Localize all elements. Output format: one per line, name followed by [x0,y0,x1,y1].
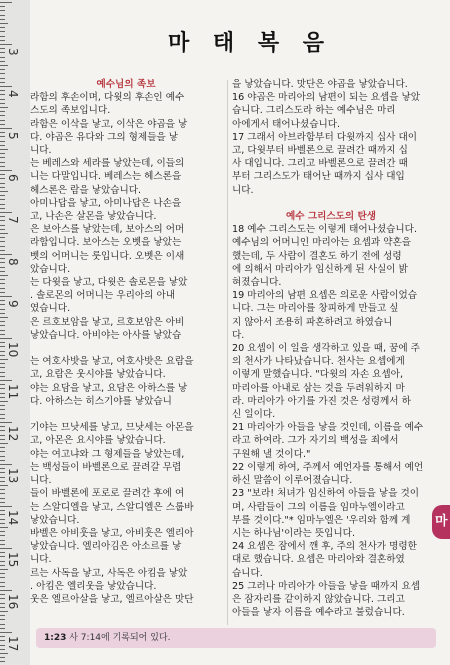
ruler-tick [0,149,8,150]
verse-line: 니다. [30,554,52,566]
left-column [30,78,222,606]
ruler-tick [0,288,5,289]
verse-line: 니다. [30,475,52,487]
verse-line: 은 잠자리를 같이하지 않았습니다. 그리고 [232,593,405,605]
ruler-tick [0,586,5,587]
verse-line: 에 의해서 마리아가 임신하게 된 사실이 밝 [232,263,408,275]
column-divider [227,80,228,625]
ruler-tick [0,447,5,448]
verse-line: 야는 요담을 낳고, 요담은 아하스를 낳 [30,382,188,394]
ruler-tick [0,414,5,415]
ruler-tick [0,367,5,368]
verse-line: 습니다. [232,567,263,579]
ruler-tick [0,313,5,314]
ruler-tick [0,279,5,280]
ruler-tick [0,506,12,507]
ruler-tick [0,309,5,310]
ruler-tick [0,73,5,74]
ruler-tick [0,246,5,247]
verse-line: 부를 것이다."* 임마누엘은 '우리와 함께 계 [232,514,411,526]
ruler-tick [0,199,5,200]
ruler-tick [0,69,5,70]
ruler-tick [0,393,5,394]
ruler-tick [0,523,5,524]
verse-line: 바벨은 아비훗을 낳고, 아비훗은 엘리아 [30,527,194,539]
ruler-tick [0,628,5,629]
ruler-tick [0,443,8,444]
ruler-tick [0,376,5,377]
footnote-reference: 1:23 [44,633,67,643]
ruler-tick [0,351,5,352]
verse-line: 는 베레스와 세라를 낳았는데, 이들의 [30,158,185,170]
ruler-number: 12 [6,426,20,442]
ruler-tick [0,321,5,322]
ruler-tick [0,603,5,604]
verse-line: 22 이렇게 하여, 주께서 예언자를 통해서 예언 [232,461,424,473]
footnote-bar [36,628,436,648]
ruler-tick [0,330,5,331]
ruler-tick [0,493,5,494]
ruler-tick [0,212,12,213]
ruler-tick [0,489,5,490]
verse-line: 니다. 그는 마리아를 창피하게 만들고 싶 [232,303,399,315]
ruler-tick [0,607,5,608]
ruler-tick [0,254,12,255]
ruler-tick [0,422,12,423]
ruler-tick [0,334,5,335]
verse-line: 고, 다윗부터 바벨론으로 끌려간 때까지 십 [232,145,408,157]
ruler-tick [0,317,8,318]
ruler-tick [0,531,5,532]
ruler-tick [0,556,5,557]
ruler-tick [0,380,12,381]
page-title: 마 태 복 음 [168,31,332,56]
verse-line: 니다. [30,145,52,157]
verse-line: . 아킴은 엘리웃을 낳았습니다. [30,580,157,592]
book-thumb-tab[interactable]: 마 [432,505,450,539]
ruler-tick [0,561,5,562]
ruler-tick [0,451,5,452]
verse-line: 스도의 족보입니다. [30,105,111,117]
ruler-number: 16 [6,594,20,610]
ruler-tick [0,153,5,154]
verse-line: 20 요셉이 이 일을 생각하고 있을 때, 꿈에 주 [232,343,420,355]
verse-line: 헤스론은 람을 낳았습니다. [30,184,142,196]
verse-line: 라함의 후손이며, 다윗의 후손인 예수 [30,92,185,104]
ruler-tick [0,124,5,125]
verse-line: 의 천사가 나타났습니다. 천사는 요셉에게 [232,356,405,368]
verse-line: 17 그래서 아브라함부터 다윗까지 십사 대이 [232,131,418,143]
verse-line: 라합입니다. 보아스는 오벳을 낳았는 [30,237,182,249]
ruler-tick [0,82,5,83]
verse-line: 은 보아스를 낳았는데, 보아스의 어머 [30,224,185,236]
ruler-tick [0,649,5,650]
verse-line: 고, 요람은 웃시야를 낳았습니다. [30,369,166,381]
ruler-number: 17 [6,636,20,652]
verse-line: 19 마리아의 남편 요셉은 의로운 사람이었습 [232,290,418,302]
verse-line: 마리아를 아내로 삼는 것을 두려워하지 마 [232,382,405,394]
ruler-tick [0,225,5,226]
verse-line [30,408,222,421]
ruler-tick [0,338,12,339]
ruler-tick [0,275,8,276]
ruler-number: 10 [6,342,20,358]
ruler-tick [0,115,5,116]
verse-line: 사 대입니다. 그리고 바벨론으로 끌려간 때 [232,158,408,170]
verse-line: 18 예수 그리스도는 이렇게 태어나셨습니다. [232,224,418,236]
verse-line: 혀졌습니다. [232,277,282,289]
ruler-tick [0,250,5,251]
ruler-tick [0,292,5,293]
ruler-tick [0,409,5,410]
ruler-number: 4 [6,90,20,98]
ruler-tick [0,44,12,45]
ruler-tick [0,52,5,53]
ruler-tick [0,565,5,566]
footnote-text: 사 7:14에 기록되어 있다. [66,633,171,643]
verse-line: 벳의 어머니는 룻입니다. 오벳은 이새 [30,250,185,262]
verse-line: 라고 하여라. 그가 자기의 백성을 죄에서 [232,435,399,447]
verse-line: 21 마리아가 아들을 낳을 것인데, 이름을 예수 [232,422,424,434]
ruler-tick [0,283,5,284]
ruler-tick [0,569,8,570]
ruler-tick [0,632,12,633]
ruler-tick [0,636,5,637]
ruler-tick [0,426,5,427]
ruler-tick [0,388,5,389]
ruler-tick [0,384,5,385]
ruler-tick [0,552,5,553]
ruler-tick [0,220,5,221]
verse-line: 고, 아몬은 요시야를 낳았습니다. [30,435,166,447]
ruler-tick [0,120,5,121]
verse-line: 고, 나손은 살몬을 낳았습니다. [30,211,157,223]
verse-line: 구원해 낼 것이다." [232,448,311,460]
verse-line: 지 않아서 조용히 파혼하려고 하였습니 [232,316,393,328]
ruler-tick [0,10,5,11]
ruler-tick [0,86,12,87]
ruler-tick [0,615,5,616]
ruler-tick [0,439,5,440]
ruler-number: 7 [6,216,20,224]
ruler-tick [0,36,5,37]
ruler-tick [0,216,5,217]
ruler-tick [0,178,5,179]
ruler-tick [0,241,5,242]
ruler-tick [0,640,5,641]
ruler-tick [0,111,5,112]
verse-line: 23 "보라! 처녀가 임신하여 아들을 낳을 것이 [232,488,420,500]
ruler-tick [0,94,5,95]
verse-line: 였습니다. [30,303,71,315]
ruler-tick [0,191,8,192]
ruler-tick [0,611,8,612]
ruler-tick [0,170,12,171]
verse-line: 예수님의 어머니인 마리아는 요셉과 약혼을 [232,237,412,249]
ruler-tick [0,2,12,3]
ruler-tick [0,300,5,301]
ruler-tick [0,582,5,583]
ruler-tick [0,485,8,486]
ruler-number: 8 [6,258,20,266]
ruler-number: 6 [6,174,20,182]
ruler-tick [0,540,5,541]
ruler-tick [0,430,5,431]
verse-line: 습니다. 그리스도라 하는 예수님은 마리 [232,105,396,117]
ruler-tick [0,498,5,499]
verse-line: 대로 했습니다. 요셉은 마리아와 결혼하였 [232,554,405,566]
ruler-tick [0,435,5,436]
ruler-tick [0,405,5,406]
ruler-tick [0,187,5,188]
ruler-tick [0,99,5,100]
ruler-tick [0,657,5,658]
ruler-tick [0,577,5,578]
ruler-tick [0,468,5,469]
ruler-tick [0,477,5,478]
ruler-tick [0,103,5,104]
ruler-number: 15 [6,552,20,568]
ruler-tick [0,346,5,347]
ruler-tick [0,195,5,196]
verse-line: 기야는 므낫세를 낳고, 므낫세는 아몬을 [30,422,194,434]
verse-line: 니다. [232,184,254,196]
verse-line: 들이 바벨론에 포로로 끌려간 후에 여 [30,488,185,500]
ruler-tick [0,162,5,163]
verse-line: 을 낳았습니다. 맛단은 야곱을 낳았습니다. [232,79,408,90]
ruler-tick [0,6,5,7]
verse-line: 니는 다말입니다. 베레스는 헤스론을 [30,171,182,183]
ruler-tick [0,19,5,20]
ruler-tick [0,141,5,142]
ruler-tick [0,661,5,662]
ruler-number: 13 [6,468,20,484]
right-column [232,78,430,619]
ruler-tick [0,544,5,545]
ruler-tick [0,624,5,625]
ruler-tick [0,527,8,528]
verse-line: 16 야곱은 마리아의 남편이 되는 요셉을 낳았 [232,92,421,104]
ruler [0,0,31,665]
ruler-tick [0,460,5,461]
verse-line [232,197,430,210]
ruler-tick [0,296,12,297]
ruler-tick [0,183,5,184]
ruler-tick [0,342,5,343]
ruler-number: 14 [6,510,20,526]
ruler-tick [0,258,5,259]
ruler-tick [0,262,5,263]
verse-line: 라함은 이삭을 낳고, 이삭은 야곱을 낳 [30,118,188,130]
ruler-tick [0,372,5,373]
ruler-number: 5 [6,132,20,140]
ruler-tick [0,359,8,360]
ruler-tick [0,31,5,32]
ruler-tick [0,132,5,133]
ruler-tick [0,653,8,654]
ruler-tick [0,61,5,62]
verse-line: 다. [232,329,245,341]
ruler-tick [0,598,5,599]
ruler-tick [0,48,5,49]
ruler-tick [0,65,8,66]
ruler-tick [0,136,5,137]
verse-line: 하신 말씀이 이루어졌습니다. [232,475,353,487]
ruler-tick [0,590,12,591]
verse-line: 낳았습니다. 아비야는 아사를 낳았습 [30,329,182,341]
verse-line: 라. 마리아가 아기를 가진 것은 성령께서 하 [232,395,411,407]
ruler-tick [0,573,5,574]
verse-line: 르는 사독을 낳고, 사독은 아킴을 낳았 [30,567,188,579]
verse-line: 며, 사람들이 그의 이름을 임마누엘이라고 [232,501,405,513]
verse-line: 는 스알디엘을 낳고, 스알디엘은 스룹바 [30,501,194,513]
verse-line: 낳았습니다. [30,514,80,526]
ruler-tick [0,594,5,595]
ruler-tick [0,166,5,167]
verse-line: 24 요셉은 잠에서 깬 후, 주의 천사가 명령한 [232,541,417,553]
ruler-tick [0,237,5,238]
ruler-tick [0,304,5,305]
ruler-number: 3 [6,48,20,56]
ruler-tick [0,481,5,482]
verse-line: 야는 여고냐와 그 형제들을 낳았는데, [30,448,185,460]
verse-line [30,342,222,355]
ruler-tick [0,502,5,503]
ruler-tick [0,472,5,473]
ruler-tick [0,90,5,91]
verse-line: 은 르호보암을 낳고, 르호보암은 아비 [30,316,185,328]
verse-line: 시는 하나님'이라는 뜻입니다. [232,527,355,539]
verse-line: 아에게서 태어나셨습니다. [232,118,341,130]
section-heading: 예수 그리스도의 탄생 [285,211,377,223]
ruler-tick [0,145,5,146]
ruler-tick [0,57,5,58]
ruler-tick [0,363,5,364]
ruler-tick [0,464,12,465]
ruler-number: 11 [6,384,20,400]
verse-line: 이렇게 말했습니다. "다윗의 자손 요셉아, [232,369,403,381]
verse-line: 다. 아하스는 히스기야를 낳았습니 [30,395,172,407]
verse-line: 부터 그리스도가 태어난 때까지 십사 대입 [232,171,405,183]
ruler-tick [0,107,8,108]
ruler-tick [0,418,5,419]
ruler-tick [0,325,5,326]
ruler-tick [0,40,5,41]
verse-line: 다. 야곱은 유다와 그의 형제들을 낳 [30,131,179,143]
verse-line: 았습니다. [30,263,71,275]
ruler-tick [0,23,8,24]
ruler-tick [0,15,5,16]
verse-line: . 솔로몬의 어머니는 우리아의 아내 [30,290,175,302]
ruler-tick [0,619,5,620]
verse-line: 25 그러나 마리아가 아들을 낳을 때까지 요셉 [232,580,421,592]
ruler-tick [0,27,5,28]
verse-line: 신 일이다. [232,409,276,421]
ruler-tick [0,397,5,398]
ruler-tick [0,157,5,158]
ruler-tick [0,535,5,536]
verse-line: 는 여호사밧을 낳고, 여호사밧은 요람을 [30,356,194,368]
verse-line: 는 백성들이 바벨론으로 끌려갈 무렵 [30,461,182,473]
verse-line: 아들을 낳자 이름을 예수라고 불렀습니다. [232,607,405,619]
verse-line: 아미나답을 낳고, 아미나답은 나손을 [30,197,182,209]
ruler-tick [0,128,12,129]
ruler-tick [0,519,5,520]
ruler-tick [0,401,8,402]
ruler-tick [0,78,5,79]
verse-line: 는 다윗을 낳고, 다윗은 솔로몬을 낳았 [30,277,188,289]
verse-line: 웃은 엘르아살을 낳고, 엘르아살은 맛단 [30,593,194,605]
ruler-tick [0,204,5,205]
ruler-tick [0,174,5,175]
ruler-tick [0,355,5,356]
section-heading: 예수님의 족보 [96,79,156,90]
ruler-tick [0,233,8,234]
ruler-tick [0,456,5,457]
ruler-tick [0,271,5,272]
ruler-tick [0,229,5,230]
verse-line: 낳았습니다. 엘리아김은 아소르를 낳 [30,541,182,553]
ruler-tick [0,548,12,549]
ruler-tick [0,267,5,268]
ruler-tick [0,208,5,209]
verse-line: 했는데, 두 사람이 결혼도 하기 전에 성령 [232,250,402,262]
ruler-tick [0,645,5,646]
ruler-number: 9 [6,300,20,308]
ruler-tick [0,514,5,515]
ruler-tick [0,510,5,511]
